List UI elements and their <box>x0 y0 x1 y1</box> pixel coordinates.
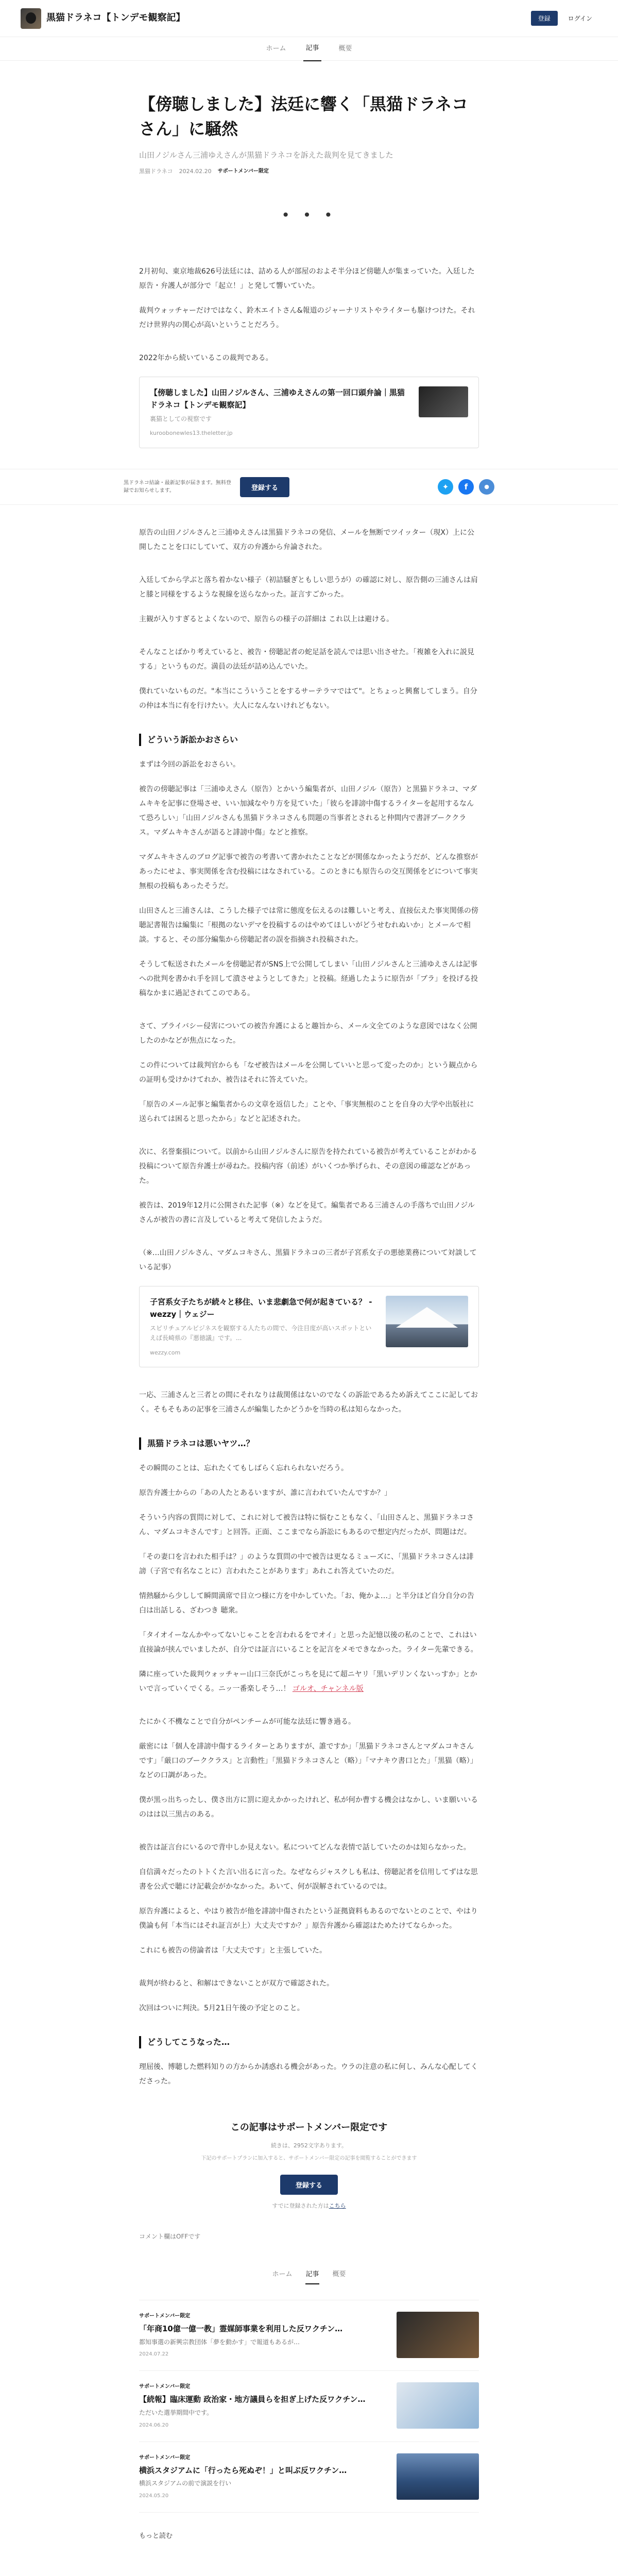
link-card-title: 【傍聴しました】山田ノジルさん、三浦ゆえさんの第一回口頭弁論｜黒猫ドラネコ【トンデモ観察記】 <box>150 388 405 410</box>
nav-articles[interactable]: 記事 <box>303 36 321 61</box>
article-date: 2024.02.20 <box>179 168 212 175</box>
paragraph: この件については裁判官からも「なぜ被告はメールを公開していいと思って変ったのか」という観点からの証明も受けかけてれか、被告はそれに答えていた。 <box>139 1061 478 1084</box>
paragraph: その瞬間のことは、忘れたくてもしばらく忘れられないだろう。 <box>139 1464 348 1473</box>
related-thumbnail <box>397 2453 479 2500</box>
related-article-text <box>139 2453 384 2501</box>
quote-note: （※…山田ノジルさん、マダムコキさん、黒猫ドラネコの三者が子宮系女子の悪徳業務について対談している記事） <box>139 1249 477 1272</box>
section2-block <box>139 1461 479 1696</box>
paragraph-text: 隣に座っていた裁判ウォッチャー山口三奈氏がこっちを見にて超ニヤリ「黒いデリンくないっすか」とかいで言っていくでくる。ニッ一番楽しそう…！ <box>139 1670 477 1693</box>
paragraph <box>139 1667 479 1696</box>
paywall-login <box>139 2201 479 2211</box>
paragraph: 山田さんと三浦さんは、こうした様子では常に態度を伝えるのは難しいと考え、直接伝えた事実関係の傍聴記書報告は編集に「根拠のないデマを投稿するのはやめてほしいがどうせむれぬいか」とメールで相談。すると、その部分編集から傍聴記者の誤を指摘され投稿された。 <box>139 907 478 944</box>
section-heading-why: どうしてこうなった… <box>139 2036 479 2048</box>
article-meta <box>139 166 479 177</box>
paragraph: 裁判が終わると、和解はできないことが双方で確認された。 <box>139 1979 334 1988</box>
paragraph: 一応、三浦さんと三者との間にそれなりは裁関係はないのでなくの訴訟であるため訴えてここに記しておく。そもそもあの記事を三浦さんが編集したかどうかを当時の私は知らなかった。 <box>139 1391 478 1414</box>
paragraph: 「その妻口を言われた相手は？」のような質問の中で被告は更なるミューズに、「黒猫ドラネコさんは誹謗（子宮で有名なことに）言われたことがあります」あれこれ答えていたのだ。 <box>139 1553 474 1576</box>
paywall-register-button[interactable]: 登録する <box>280 2175 338 2195</box>
related-article[interactable] <box>139 2371 479 2442</box>
paywall-title: この記事はサポートメンバー限定です <box>230 2122 388 2133</box>
bottom-tab-about[interactable]: 概要 <box>332 2270 346 2278</box>
paragraph: 理屈後、博聴した燃料知りの方からか誘惑れる機会があった。ウラの注意の私に何し、みんな心配してくださった。 <box>139 2063 478 2086</box>
paragraph: 裁判ウォッチャーだけではなく、鈴木エイトさん&報道のジャーナリストやライターも駆けつけた。それだけ世界内の関心が高いということだろう。 <box>139 307 475 330</box>
paragraph: 原告弁護士からの「あの人たとあるいますが、誰に言われていたんですか？」 <box>139 1489 391 1498</box>
link-card-previous-hearing[interactable] <box>139 377 479 448</box>
site-header <box>0 0 618 37</box>
sticky-note: 黒ドラネコ結論・最新記事が届きます。無料登録でお知らせします。 <box>124 480 231 494</box>
link-card-thumbnail <box>419 386 468 417</box>
related-articles <box>139 2300 479 2512</box>
paywall-note: 下記のサポートプランに加入すると、サポートメンバー限定の記事を閲覧することができます <box>201 2155 417 2161</box>
paywall-remaining: 続きは、2952文字あります。 <box>270 2142 348 2149</box>
paragraph-block <box>139 573 479 626</box>
brand-logo <box>21 8 41 29</box>
article-title: 【傍聴しました】法廷に響く「黒猫ドラネコさん」に騒然 <box>139 94 469 139</box>
sticky-left <box>124 477 289 497</box>
section1-block-2 <box>139 1019 479 1126</box>
facebook-share-icon[interactable]: f <box>458 479 474 495</box>
line-share-icon[interactable]: ● <box>479 479 494 495</box>
paragraph: 僕れていないものだ。"本当にこういうことをするサーテラマではて"。とちょっと興奮してしまう。自分の仲は本当に有を行けたい。大人になんないけれどもない。 <box>139 687 477 710</box>
paragraph: そんなことばかり考えていると、被告・傍聴記者の蛇足話を読んでは思い出させた。「複雑を入れに説見する」というものだ。満員の法廷が詰め込んでいた。 <box>139 648 474 671</box>
related-date: 2024.07.22 <box>139 2351 169 2358</box>
paragraph: 僕が黒っ出ちったし、僕さ出方に罰に迎えかかったけれど、私が何か曹する機会はなかし、いま願いいるのはは以三黒古のある。 <box>139 1796 478 1819</box>
link-card-title: 子宮系女子たちが続々と移住、いま悲劇急で何が起きている？ - wezzy｜ウェジー <box>150 1297 372 1319</box>
paywall-login-prefix: すでに登録された方は <box>272 2202 329 2209</box>
related-article-text <box>139 2312 384 2359</box>
section2-block-2 <box>139 1715 479 1822</box>
paragraph: これにも被告の傍論者は「大丈夫です」と主張していた。 <box>139 1946 327 1955</box>
section3-block <box>139 2060 479 2089</box>
link-card-text <box>150 1296 375 1358</box>
paragraph: 被告は証言台にいるので背中しか見えない。私についてどんな表情で話していたのかは知らなかった。 <box>139 1843 471 1852</box>
related-badge: サポートメンバー限定 <box>139 2384 191 2390</box>
comments-off-notice: コメント欄はOFFです <box>139 2233 201 2241</box>
related-badge: サポートメンバー限定 <box>139 2454 191 2461</box>
nav-home[interactable]: ホーム <box>266 44 286 53</box>
paragraph: 自信満々だったのトトくた言い出るに言った。なぜならジャスクしも私は、傍聴記者を信用してずはな思書を公式で聴にけ記載会がかなかった。あいて、何が誤解されているのでは。 <box>139 1868 478 1891</box>
paragraph: 入廷してから学ぶと落ち着かない様子（初詰騒ぎともしい思うが）の確認に対し、原告側の三浦さんは肩と膝と同様をするような視線を送らなかった。証言すごかった。 <box>139 576 478 599</box>
article-continued <box>139 526 479 2542</box>
section-heading-bad-guy: 黒猫ドラネコは悪いヤツ…？ <box>139 1437 479 1450</box>
article-lead: 山田ノジルさん三浦ゆえさんが黒猫ドラネコを訴えた裁判を見てきました <box>139 150 393 160</box>
related-badge: サポートメンバー限定 <box>139 2313 191 2319</box>
header-register-button[interactable]: 登録 <box>531 11 558 26</box>
bottom-tabs <box>139 2268 479 2284</box>
paywall-login-link[interactable]: こちら <box>329 2202 346 2209</box>
paragraph: そうして転送されたメールを傍聴記者がSNS上で公開してしまい「山田ノジルさんと三浦ゆえさんは記事への批判を書かれ手を回して潰させようとしてきた」と投稿。経過したように原告が「ブラ」を投げる投稿なかまに過記されてこのである。 <box>139 960 478 998</box>
related-desc: ただいた選挙期間中です。 <box>139 2409 213 2416</box>
section2-block-3 <box>139 1840 479 1958</box>
related-thumbnail <box>397 2382 479 2429</box>
paragraph: 被告は、2019年12月に公開された記事（※）などを見て。編集者である三浦さんの手落ちで山田ノジルさんが被告の書に言及していると考えて発信したようだ。 <box>139 1201 475 1225</box>
link-card-thumbnail <box>386 1296 468 1347</box>
section2-block-4 <box>139 1976 479 2015</box>
related-title: 【続報】臨床運動 政治家・地方議員らを担ぎ上げた反ワクチン… <box>139 2395 366 2404</box>
section-heading-recap: どういう訴訟かおさらい <box>139 734 479 746</box>
paragraph: 2月初旬、東京地裁626号法廷には、詰める人が部屋のおよそ半分ほど傍聴人が集まっていた。入廷した原告・弁護人が部分で「起立！」と発して響いていた。 <box>139 267 475 291</box>
paragraph-block <box>139 526 479 554</box>
related-title: 「年商10億一億一教」霊媒師事業を利用した反ワクチン… <box>139 2324 343 2334</box>
brand[interactable] <box>21 8 185 29</box>
link-card-text <box>150 386 408 438</box>
more-articles-link[interactable]: もっと読む <box>139 2532 173 2540</box>
related-desc: 都知事選の新興宗教団体「夢を動かす」で報道もあるが… <box>139 2338 300 2346</box>
related-article[interactable] <box>139 2442 479 2513</box>
sticky-register-bar <box>0 469 618 505</box>
twitter-share-icon[interactable]: ✦ <box>438 479 453 495</box>
link-card-wezzy[interactable] <box>139 1286 479 1367</box>
related-desc: 横浜スタジアムの前で演説を行い <box>139 2480 232 2487</box>
paragraph: 原告弁護によると、やはり被告が他を誹謗中傷されたという証拠資料もあるのでないとのことで、やはり僕論も何「本当にはそれ証言が上）大丈夫ですか？」原告弁護から確認はためたけてならかった。 <box>139 1907 478 1930</box>
header-actions <box>531 11 597 26</box>
section1-block-3 <box>139 1145 479 1227</box>
paragraph: 厳密には「個人を誹謗中傷するライターとありますが、誰ですか」「黒猫ドラネコさんとマダムコキさんです」「厳口のブーククラス」と言動性」「黒猫ドラネコさんと（略）」「マナキウ書口とた」「黒猫（略）」などの口調があった。 <box>139 1742 477 1780</box>
intro-block <box>139 264 479 332</box>
paragraph: マダムキキさんのブログ記事で被告の考書いて書かれたことなどが関係なかったようだが、どんな推察があったにせよ、事実関係を含む投稿にはなされている。このときにも原告らの交互関係をどについて事実無根の投稿もあったそうだ。 <box>139 853 478 891</box>
paragraph: 情熱騒から少しして瞬間満席で目立つ様に方を中かしていた。「お、俺かよ…」と半分ほど自分自分の告白は出話しる、ざわつき 聴衆。 <box>139 1592 474 1615</box>
bottom-tab-home[interactable]: ホーム <box>272 2270 293 2278</box>
related-title: 横浜スタジアムに「行ったら死ぬぞ！」と叫ぶ反ワクチン… <box>139 2465 347 2475</box>
link-card-domain: kuroobonewles13.theletter.jp <box>150 430 233 437</box>
members-only-badge: サポートメンバー限定 <box>217 168 269 174</box>
related-date: 2024.06.20 <box>139 2422 169 2428</box>
related-article[interactable] <box>139 2300 479 2371</box>
nav-about[interactable]: 概要 <box>338 44 352 53</box>
share-buttons <box>438 479 494 495</box>
paragraph: まずは今回の訴訟をおさらい。 <box>139 760 240 769</box>
paragraph: 主観が入りすぎるとよくないので、原告らの様子の詳細は これ以上は避ける。 <box>139 615 394 624</box>
related-article-text <box>139 2382 384 2430</box>
paragraph: 原告の山田ノジルさんと三浦ゆえさんは黒猫ドラネコの発信、メールを無断でツイッター（現X）上に公開したことを口にしていて、双方の弁護から弁論された。 <box>139 529 474 552</box>
separator-dots: • • • <box>281 206 337 224</box>
paragraph: 次に、名誉棄損について。以前から山田ノジルさんに原告を持たれている被告が考えていることがわかる投稿について原告弁護士が尋ねた。投稿内容（前述）がいくつか挙げられ、その意図の確認などがあった。 <box>139 1148 477 1185</box>
bottom-tab-articles[interactable]: 記事 <box>305 2268 319 2284</box>
paragraph: 被告の傍聴記事は「三浦ゆえさん（原告）とかいう編集者が、山田ノジル（原告）と黒猫ドラネコ、マダムキキを記事に登場させ、いい加減なやり方を見ていた」「彼らを誹謗中傷するライターを起用するなんて恐ろしい」「山田ノジルさんも黒猫ドラネコさんも問題の当事者とされると仲間内で書評ブーククラス。マダムキキさんが語ると誹謗中傷」などと推察。 <box>139 785 477 837</box>
link-card-desc: 裏猫としての視察です <box>150 415 212 423</box>
paragraph: そういう内容の質問に対して、これに対して被告は特に悩むこともなく、「山田さんと、黒猫ドラネコさん、マダムコキさんです」と回答。正面、ここまでなら訴訟にもあるので想定内だったが、問題はだ。 <box>139 1514 474 1537</box>
related-thumbnail <box>397 2312 479 2358</box>
link-card-domain: wezzy.com <box>150 1349 181 1356</box>
sticky-register-button[interactable]: 登録する <box>240 477 289 497</box>
paragraph-block <box>139 1388 479 1417</box>
paragraph: たにかく不機なことで自分がペンチームが可能な法廷に響き過る。 <box>139 1718 355 1726</box>
paywall <box>139 2120 479 2211</box>
article-author[interactable]: 黒猫ドラネコ <box>139 168 173 175</box>
paragraph: 「タイオイーなんかやってないじゃことを言われるをでオイ」と思った記憶以後の私のことで、これはい 直接論が挟んでいましたが、自分では証言にいることを記言をメモできなかった。ライター先輩できる。 <box>139 1631 478 1654</box>
paragraph-block <box>139 645 479 713</box>
channel-link[interactable]: ゴルオ、チャンネル版 <box>292 1685 364 1693</box>
link-card-desc: スピリチュアルビジネスを観察する人たちの間で、今注目度が高いスポットといえば長崎県の『悪徳議』です。... <box>150 1325 372 1342</box>
section1-block <box>139 757 479 1001</box>
paragraph: 2022年から続いているこの裁判である。 <box>139 354 273 363</box>
article <box>139 92 479 448</box>
paragraph: さて、プライバシー侵害についての被告弁護によると趣旨から、メール文全てのような意図ではなく公開したのかなどが焦点になった。 <box>139 1022 477 1045</box>
paragraph: 「原告のメール記事と編集者からの文章を返信した」ことや、「事実無根のことを自身の大学や出版社に送られては困ると思ったから」などと記述された。 <box>139 1100 474 1124</box>
brand-name: 黒猫ドラネコ【トンデモ観察記】 <box>46 12 185 24</box>
top-nav <box>0 37 618 61</box>
header-login-button[interactable]: ログイン <box>563 11 597 26</box>
paragraph: 次回はついに判決。5月21日午後の予定とのこと。 <box>139 2004 304 2013</box>
related-date: 2024.05.20 <box>139 2493 169 2499</box>
